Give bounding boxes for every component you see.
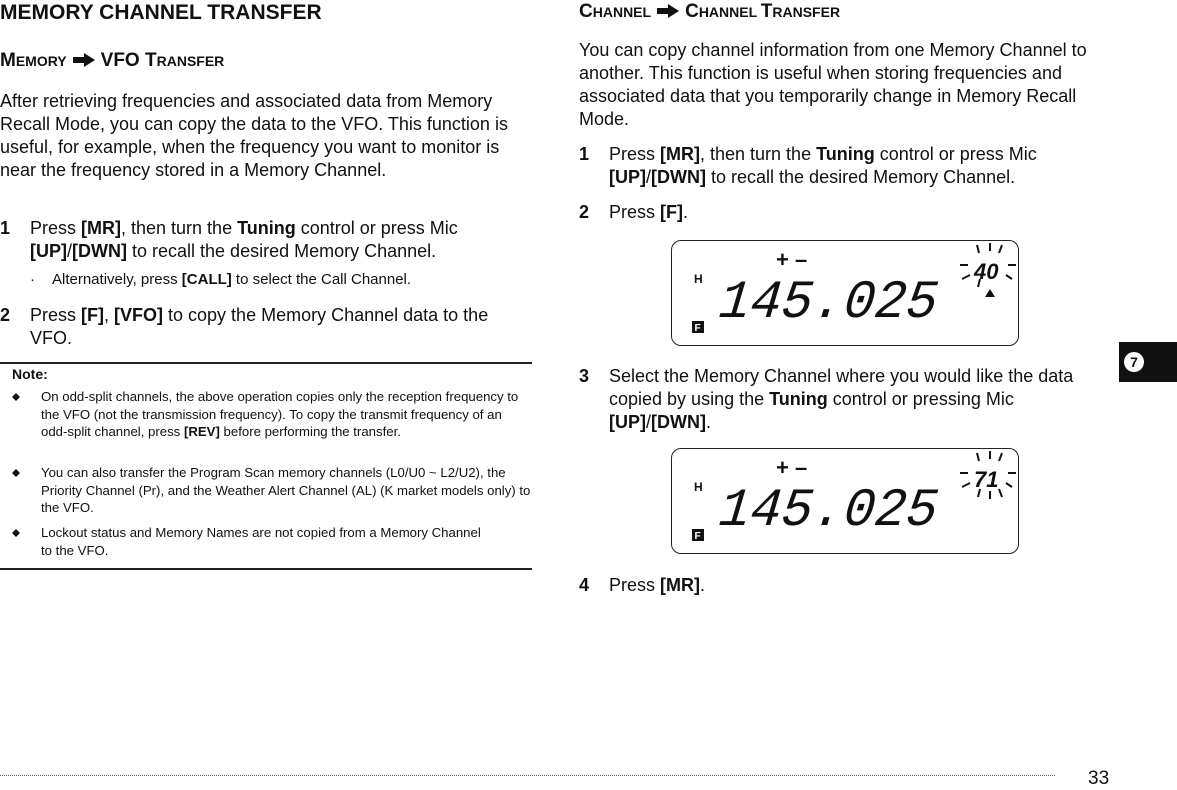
text: Alternatively, press — [52, 271, 182, 288]
subhead-small: HANNEL — [698, 4, 761, 20]
step-text — [609, 365, 1119, 434]
note-item-2 — [12, 464, 532, 518]
frequency-readout: 145.025 — [716, 481, 950, 542]
text: control or pressing Mic — [827, 389, 1014, 409]
lcd-display-2 — [671, 448, 1019, 554]
note-item-1 — [12, 388, 532, 460]
note-box — [0, 362, 532, 570]
text: Press — [30, 305, 82, 325]
arrow-right-icon — [657, 4, 679, 18]
step-number: 1 — [0, 218, 11, 238]
lcd-display-1 — [671, 240, 1019, 346]
footer-rule — [0, 775, 1055, 776]
text: Press — [609, 202, 661, 222]
power-indicator: H — [694, 480, 703, 494]
subhead-cap: C — [685, 1, 699, 22]
offset-indicator: + – — [776, 247, 808, 272]
subhead-cap: M — [0, 50, 16, 71]
func-indicator: F — [694, 323, 701, 334]
text: Press — [609, 144, 661, 164]
bullet-dot-icon: · — [30, 271, 35, 288]
text: , then turn the — [700, 144, 817, 164]
step-2 — [579, 201, 1119, 225]
text: , then turn the — [121, 218, 238, 238]
section-title: MEMORY CHANNEL TRANSFER — [0, 1, 322, 24]
subhead-small: HANNEL — [592, 4, 652, 20]
step-1 — [579, 143, 1119, 191]
step-text — [609, 143, 1119, 189]
diamond-bullet-icon — [12, 529, 20, 537]
text: . — [706, 412, 712, 432]
chapter-tab — [1119, 342, 1177, 382]
intro-paragraph: You can copy channel information from one Memory Channel to another. This function is useful when storing frequencies and associated data that you temporarily change in Memory Recall Mode. — [579, 40, 1087, 129]
key-f: [F] — [660, 202, 683, 222]
key-dwn: [DWN] — [651, 167, 706, 187]
key-tuning: Tuning — [816, 144, 875, 164]
key-mr: [MR] — [81, 218, 121, 238]
step-text — [30, 304, 530, 350]
channel-number: 71 — [974, 467, 999, 492]
text: / — [67, 241, 73, 261]
key-mr: [MR] — [660, 575, 700, 595]
subhead-cap: T — [760, 1, 773, 22]
note-item-3 — [12, 524, 532, 560]
step-number: 3 — [579, 366, 590, 386]
text: Select the Memory Channel where you would like the data copied by using the — [609, 366, 1074, 409]
step-text — [609, 201, 1119, 224]
key-mr: [MR] — [660, 144, 700, 164]
key-tuning: Tuning — [237, 218, 296, 238]
step-number: 2 — [0, 305, 11, 325]
text: control or press Mic — [295, 218, 458, 238]
subhead-small: EMORY — [15, 53, 67, 69]
text: / — [646, 167, 652, 187]
chapter-number: 7 — [1124, 352, 1144, 372]
subhead-cap: T — [145, 50, 157, 71]
subhead-vfo: VFO — [100, 50, 140, 71]
text: On odd-split channels, the above operation copies only the reception frequency to the VFO (not the transmission frequency). To copy the transmit frequency of an odd-split channel, press — [41, 389, 519, 439]
step-number: 4 — [579, 575, 590, 595]
text: . — [683, 202, 689, 222]
note-title: Note: — [12, 366, 48, 382]
key-vfo: [VFO] — [114, 305, 164, 325]
subhead-cap: C — [579, 1, 593, 22]
diamond-bullet-icon — [12, 469, 20, 477]
text: . — [700, 575, 706, 595]
frequency-readout: 145.025 — [716, 273, 950, 334]
channel-number: 40 — [974, 259, 999, 284]
power-indicator: H — [694, 272, 703, 286]
step-text — [30, 217, 530, 263]
offset-indicator: + – — [776, 455, 808, 480]
note-text: You can also transfer the Program Scan memory channels (L0/U0 ~ L2/U2), the Priority Channel (Pr), and the Weather Alert Channel (AL) (K market models only) to the VFO. — [41, 465, 531, 515]
key-up: [UP] — [30, 241, 67, 261]
key-tuning: Tuning — [769, 389, 828, 409]
text: / — [646, 412, 652, 432]
subhead-small: RANSFER — [156, 53, 225, 69]
text: before performing the transfer. — [219, 424, 401, 439]
text: Press — [30, 218, 82, 238]
diamond-bullet-icon — [12, 393, 20, 401]
text: , — [104, 305, 115, 325]
step-3 — [579, 365, 1119, 435]
note-text: Lockout status and Memory Names are not copied from a Memory Channel to the VFO. — [41, 525, 481, 558]
text: to select the Call Channel. — [231, 271, 412, 288]
arrow-right-icon — [73, 53, 95, 67]
subhead-small: RANSFER — [772, 4, 841, 20]
key-up: [UP] — [609, 167, 646, 187]
key-dwn: [DWN] — [72, 241, 127, 261]
key-rev: [REV] — [183, 424, 220, 439]
text: to copy the Memory Channel data to the VFO. — [30, 305, 489, 348]
step-1 — [0, 217, 532, 265]
page-number: 33 — [1088, 768, 1110, 789]
step-number: 1 — [579, 144, 590, 164]
func-indicator: F — [694, 531, 701, 542]
text: to recall the desired Memory Channel. — [706, 167, 1016, 187]
intro-paragraph: After retrieving frequencies and associated data from Memory Recall Mode, you can copy the data to the VFO. This function is useful, for example, when the frequency you want to monitor is near the frequency stored in a Memory Channel. — [0, 91, 508, 180]
key-up: [UP] — [609, 412, 646, 432]
text: to recall the desired Memory Channel. — [127, 241, 437, 261]
subhead-channel-transfer — [579, 1, 840, 23]
subhead-memory-vfo — [0, 50, 224, 72]
key-call: [CALL] — [181, 271, 232, 288]
triangle-up-icon — [985, 289, 995, 297]
key-dwn: [DWN] — [651, 412, 706, 432]
step-4 — [579, 574, 1119, 598]
step-number: 2 — [579, 202, 590, 222]
step-2 — [0, 304, 532, 352]
text: Press — [609, 575, 661, 595]
key-f: [F] — [81, 305, 104, 325]
text: control or press Mic — [874, 144, 1037, 164]
step-text — [609, 574, 1119, 597]
